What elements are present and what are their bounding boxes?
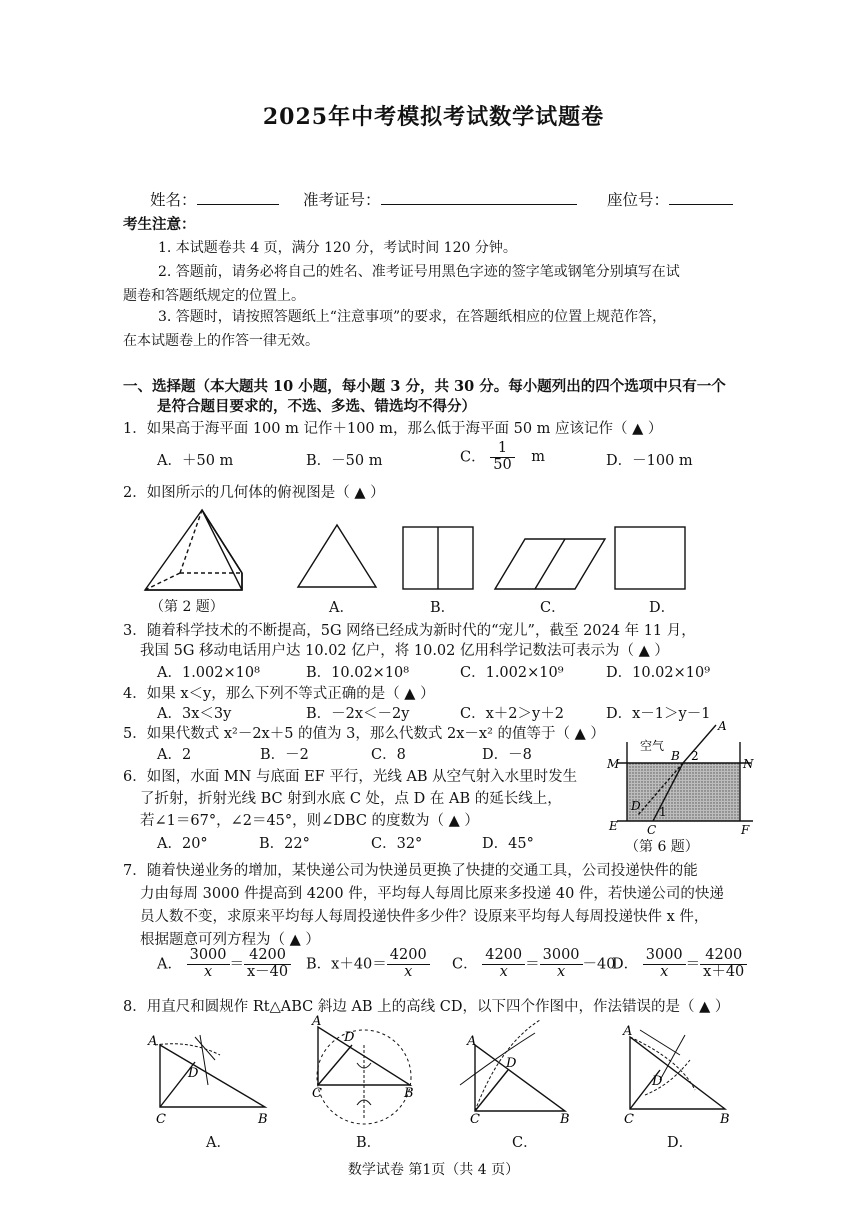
svg-text:C: C xyxy=(624,1112,634,1127)
q6-line2: 了折射，折射光线 BC 射到水底 C 处，点 D 在 AB 的延长线上， xyxy=(140,791,562,807)
name-blank[interactable] xyxy=(197,204,279,205)
q5-option-d: D．－8 xyxy=(482,747,532,763)
name-field xyxy=(150,188,279,210)
svg-text:D: D xyxy=(652,1074,663,1089)
q2-stem: 2．如图所示的几何体的俯视图是（ ▲ ） xyxy=(123,485,385,501)
q4-option-d: D．x－1＞y－1 xyxy=(606,706,711,722)
fig6-label-F: F xyxy=(741,823,750,837)
section1-heading-cont: 是符合题目要求的，不选、多选、错选均不得分） xyxy=(157,398,476,415)
q3-line1: 3．随着科学技术的不断提高，5G 网络已经成为新时代的“宠儿”，截至 2024 年 11 月， xyxy=(123,623,696,639)
svg-text:C: C xyxy=(312,1086,322,1101)
q3-option-b: B．10.02×10⁸ xyxy=(306,665,410,681)
fig6-air: 空气 xyxy=(640,739,665,753)
seat-blank[interactable] xyxy=(669,204,733,205)
q7-option-b: B．x＋40＝ $\frac{4200}{x}$ xyxy=(306,948,430,981)
q6-option-d: D．45° xyxy=(482,836,534,852)
q8-label-b: B． xyxy=(356,1135,382,1151)
q8-label-a: A． xyxy=(206,1135,231,1151)
notice-item-3-cont: 在本试题卷上的作答一律无效。 xyxy=(123,333,319,349)
notice-item-2-cont: 题卷和答题纸规定的位置上。 xyxy=(123,288,305,304)
q1-option-c xyxy=(460,441,545,474)
q6-option-a: A．20° xyxy=(157,836,208,852)
exam-no-label: 准考证号： xyxy=(303,191,381,209)
fig6-label-2: 2 xyxy=(691,749,699,763)
q7-line4: 根据题意可列方程为（ ▲ ） xyxy=(140,932,320,948)
q4-option-a: A．3x＜3y xyxy=(157,706,232,722)
fig6-label-M: M xyxy=(607,757,620,771)
fig6-label-A: A xyxy=(718,719,727,733)
q5-option-b: B．－2 xyxy=(260,747,309,763)
svg-text:D: D xyxy=(344,1030,355,1045)
q3-option-a: A．1.002×10⁸ xyxy=(157,665,260,681)
fig6-label-B: B xyxy=(671,749,680,763)
q7-option-d: D． $\frac{3000}{x}$ ＝ $\frac{4200}{x+40}$ xyxy=(612,948,747,981)
name-label: 姓名： xyxy=(150,191,197,209)
q2-figures xyxy=(140,505,760,595)
q2-option-d-shape xyxy=(615,527,685,589)
svg-text:C: C xyxy=(156,1112,166,1127)
q6-figure xyxy=(605,718,765,848)
section1-heading: 一、选择题（本大题共 10 小题，每小题 3 分，共 30 分。每小题列出的四个选项中只有一个 xyxy=(123,378,726,395)
page-footer: 数学试卷 第1页（共 4 页） xyxy=(347,1162,520,1178)
q2-label-c: C． xyxy=(540,600,566,616)
fig6-label-E: E xyxy=(609,819,618,833)
notice-item-1: 1. 本试题卷共 4 页，满分 120 分，考试时间 120 分钟。 xyxy=(158,240,517,256)
q4-option-b: B．－2x＜－2y xyxy=(306,706,410,722)
fig6-label-N: N xyxy=(743,757,754,771)
q6-line1: 6．如图，水面 MN 与底面 EF 平行，光线 AB 从空气射入水里时发生 xyxy=(123,769,578,785)
svg-text:B: B xyxy=(404,1086,414,1101)
q6-option-b: B．22° xyxy=(259,836,310,852)
q3-option-c: C．1.002×10⁹ xyxy=(460,665,564,681)
seat-label: 座位号： xyxy=(607,191,670,209)
q1-c-fraction: $\frac{1}{50}$ xyxy=(490,441,514,474)
q6-option-c: C．32° xyxy=(371,836,423,852)
svg-text:A: A xyxy=(467,1034,477,1049)
q1-c-label: C． xyxy=(460,449,486,466)
q2-option-a-triangle xyxy=(298,525,376,587)
q1-option-b: B．－50 m xyxy=(306,453,383,469)
exam-no-blank[interactable] xyxy=(381,204,577,205)
q7-line3: 员人数不变，求原来平均每人每周投递快件多少件？设原来平均每人每周投递快件 x 件， xyxy=(140,909,709,925)
notice-item-3: 3. 答题时，请按照答题纸上“注意事项”的要求，在答题纸相应的位置上规范作答， xyxy=(158,309,667,325)
q8-stem: 8．用直尺和圆规作 Rt△ABC 斜边 AB 上的高线 CD，以下四个作图中，作法错误的是（ ▲ ） xyxy=(123,999,730,1015)
svg-text:A: A xyxy=(312,1015,322,1029)
notice-heading: 考生注意： xyxy=(123,216,196,233)
svg-text:A: A xyxy=(148,1034,158,1049)
q7-line1: 7．随着快递业务的增加，某快递公司为快递员更换了快捷的交通工具，公司投递快件的能 xyxy=(123,863,698,879)
q5-stem: 5．如果代数式 x²－2x＋5 的值为 3，那么代数式 2x－x² 的值等于（ ▲ ） xyxy=(123,726,605,742)
fig6-label-1: 1 xyxy=(659,805,667,819)
fig6-label-C: C xyxy=(647,823,657,837)
q3-line2: 我国 5G 移动电话用户达 10.02 亿户，将 10.02 亿用科学记数法可表示为（ ▲ ） xyxy=(140,643,669,659)
q2-label-a: A． xyxy=(329,600,354,616)
q8-label-d: D． xyxy=(667,1135,694,1151)
q1-stem: 1．如果高于海平面 100 m 记作＋100 m，那么低于海平面 50 m 应该记作（ ▲ ） xyxy=(123,421,663,437)
svg-text:D: D xyxy=(188,1066,199,1081)
q1-option-a: A．＋50 m xyxy=(157,453,234,469)
water-region xyxy=(627,763,740,821)
svg-text:C: C xyxy=(470,1112,480,1127)
q8-figures xyxy=(140,1015,760,1130)
q6-caption: （第 6 题） xyxy=(625,839,699,855)
q5-option-c: C．8 xyxy=(371,747,406,763)
q2-label-b: B． xyxy=(430,600,456,616)
q5-option-a: A．2 xyxy=(157,747,192,763)
q1-c-unit: m xyxy=(531,449,546,466)
svg-text:A: A xyxy=(623,1024,633,1039)
q7-option-a: A． $\frac{3000}{x}$ ＝ $\frac{4200}{x-40}$ xyxy=(157,948,291,981)
exam-no-field xyxy=(303,188,577,210)
page-title: 2025年中考模拟考试数学试题卷 xyxy=(262,104,605,130)
q4-option-c: C．x＋2＞y＋2 xyxy=(460,706,564,722)
svg-text:D: D xyxy=(506,1056,517,1071)
svg-text:B: B xyxy=(258,1112,268,1127)
q2-caption: （第 2 题） xyxy=(150,599,224,615)
q2-label-d: D． xyxy=(649,600,676,616)
notice-item-2: 2. 答题前，请务必将自己的姓名、准考证号用黑色字迹的签字笔或钢笔分别填写在试 xyxy=(158,264,680,280)
q7-line2: 力由每周 3000 件提高到 4200 件，平均每人每周比原来多投递 40 件，若快递公司的快递 xyxy=(140,886,724,902)
q3-option-d: D．10.02×10⁹ xyxy=(606,665,711,681)
q7-option-c: C． $\frac{4200}{x}$ ＝ $\frac{3000}{x}$ －40 xyxy=(452,947,616,980)
q8-label-c: C． xyxy=(512,1135,538,1151)
fig6-label-D: D xyxy=(631,799,641,813)
svg-text:B: B xyxy=(560,1112,570,1127)
svg-text:B: B xyxy=(720,1112,730,1127)
q1-option-d: D．－100 m xyxy=(606,453,693,469)
q6-line3: 若∠1＝67°，∠2＝45°，则∠DBC 的度数为（ ▲ ） xyxy=(140,813,479,829)
seat-field xyxy=(607,188,733,210)
q4-stem: 4．如果 x＜y，那么下列不等式正确的是（ ▲ ） xyxy=(123,686,435,702)
